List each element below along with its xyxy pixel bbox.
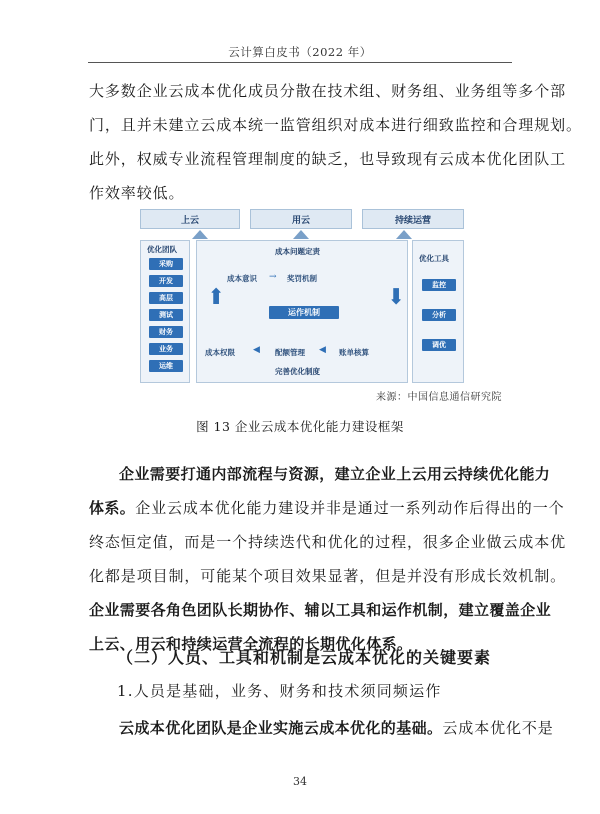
text-run: 企业云成本优化能力建设并非是通过一系列动作后得出的一个 bbox=[135, 499, 565, 517]
cost-awareness: 成本意识 bbox=[227, 274, 257, 283]
tab-yongyun: 用云 bbox=[250, 209, 352, 229]
paragraph-1 bbox=[89, 74, 582, 210]
team-item: 采购 bbox=[149, 258, 183, 270]
team-item: 开发 bbox=[149, 275, 183, 287]
quota-management: 配额管理 bbox=[275, 348, 305, 357]
tab-shangyun: 上云 bbox=[140, 209, 240, 229]
framework-figure bbox=[140, 209, 464, 383]
team-panel bbox=[140, 240, 190, 383]
text-line: 终态恒定值，而是一个持续迭代和优化的过程，很多企业做云成本优 bbox=[89, 533, 567, 551]
text-line bbox=[89, 711, 554, 745]
tools-panel-title: 优化工具 bbox=[419, 254, 449, 263]
tool-item: 分析 bbox=[422, 309, 456, 321]
bold-text: 云成本优化团队是企业实施云成本优化的基础。 bbox=[119, 719, 443, 737]
right-arrow-icon: → bbox=[269, 272, 277, 282]
bold-text: 企业需要各角色团队长期协作、辅以工具和运作机制，建立覆盖企业 bbox=[89, 601, 552, 619]
text-run: 云成本优化不是 bbox=[442, 719, 554, 737]
text-line bbox=[89, 491, 565, 525]
bold-text: 企业需要打通内部流程与资源，建立企业上云用云持续优化能力 bbox=[119, 465, 551, 483]
team-item: 财务 bbox=[149, 326, 183, 338]
figure-caption: 图 13 企业云成本优化能力建设框架 bbox=[196, 419, 404, 434]
team-item: 业务 bbox=[149, 343, 183, 355]
up-arrow-icon bbox=[396, 230, 412, 239]
running-header: 云计算白皮书（2022 年） bbox=[228, 45, 372, 59]
cost-permission: 成本权限 bbox=[205, 348, 235, 357]
left-arrow-icon: ◀ bbox=[253, 345, 260, 355]
mechanism-panel bbox=[196, 240, 408, 383]
team-item: 高层 bbox=[149, 292, 183, 304]
text-line bbox=[89, 593, 552, 627]
text-line: 化都是项目制，可能某个项目效果显著，但是并没有形成长效机制。 bbox=[89, 567, 567, 585]
up-arrow-bold-icon: ⬆ bbox=[207, 285, 226, 310]
text-line: 作效率较低。 bbox=[89, 184, 185, 202]
page-number: 34 bbox=[293, 775, 307, 788]
reward-penalty: 奖罚机制 bbox=[287, 274, 317, 283]
left-arrow-icon: ◀ bbox=[319, 345, 326, 355]
paragraph-3 bbox=[89, 711, 554, 745]
bold-text: 体系。 bbox=[89, 499, 136, 517]
bold-text: 上云、用云和持续运营全流程的长期优化体系。 bbox=[89, 635, 413, 653]
team-panel-title: 优化团队 bbox=[147, 245, 177, 254]
paragraph-2 bbox=[89, 457, 567, 661]
up-arrow-icon bbox=[293, 230, 309, 239]
operation-mechanism: 运作机制 bbox=[269, 306, 339, 319]
tool-item: 调优 bbox=[422, 339, 456, 351]
section-heading: （二）人员、工具和机制是云成本优化的关键要素 bbox=[117, 648, 492, 667]
tool-item: 监控 bbox=[422, 279, 456, 291]
bill-accounting: 账单核算 bbox=[339, 348, 369, 357]
sub-heading: 1.人员是基础，业务、财务和技术须同频运作 bbox=[117, 682, 442, 700]
team-item: 运维 bbox=[149, 360, 183, 372]
text-line: 门，且并未建立云成本统一监管组织对成本进行细致监控和合理规划。 bbox=[89, 116, 582, 134]
header-rule bbox=[88, 62, 512, 63]
team-item: 测试 bbox=[149, 309, 183, 321]
accountability-title: 成本问题定责 bbox=[275, 247, 320, 256]
up-arrow-icon bbox=[192, 230, 208, 239]
figure-source: 来源：中国信息通信研究院 bbox=[376, 392, 502, 403]
tools-panel bbox=[412, 240, 464, 383]
down-arrow-icon: ⬇ bbox=[387, 285, 406, 310]
system-title: 完善优化制度 bbox=[275, 367, 320, 376]
text-line bbox=[89, 457, 551, 491]
text-line: 大多数企业云成本优化成员分散在技术组、财务组、业务组等多个部 bbox=[89, 82, 567, 100]
tab-chixuyunying: 持续运营 bbox=[362, 209, 464, 229]
text-line: 此外，权威专业流程管理制度的缺乏，也导致现有云成本优化团队工 bbox=[89, 150, 567, 168]
